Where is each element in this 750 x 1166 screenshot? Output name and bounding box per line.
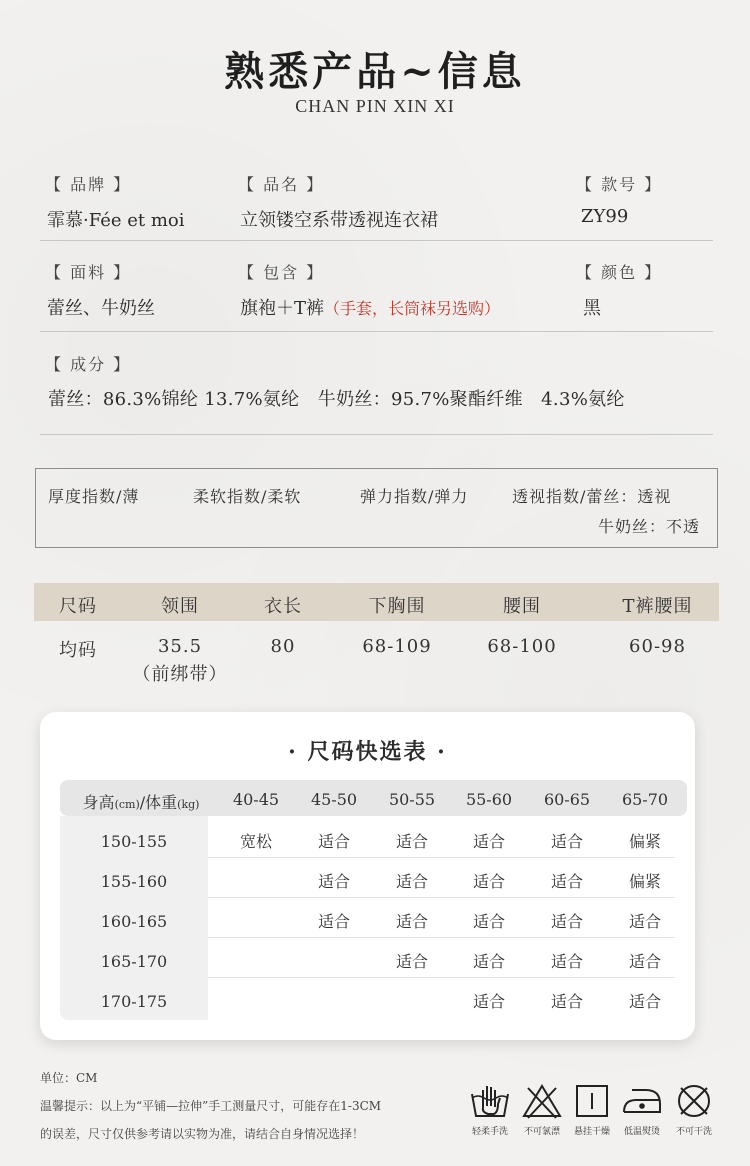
thickness-index: 厚度指数/薄 [48,487,140,506]
height-row-label: 160-165 [100,912,168,931]
product-name-label: 【 品名 】 [238,175,325,194]
quick-select-title: · 尺码快选表 · [288,739,447,765]
fit-cell: 适合 [317,872,350,891]
fit-cell: 适合 [628,992,661,1011]
fit-cell: 适合 [472,992,505,1011]
fit-cell: 适合 [395,832,428,851]
row-divider [208,897,675,898]
fit-cell: 适合 [628,912,661,931]
size-row-size: 均码 [59,640,97,661]
fit-cell: 适合 [550,832,583,851]
fit-cell: 适合 [472,872,505,891]
fit-cell: 适合 [317,912,350,931]
size-header-tpants-waist: T裤腰围 [622,596,693,617]
includes-note: （手套，长筒袜另选购） [324,299,501,318]
composition-label: 【 成分 】 [45,355,132,374]
transparency-milk-index: 牛奶丝：不透 [598,517,701,536]
no-bleach-icon [520,1082,564,1120]
fit-cell: 适合 [395,912,428,931]
page-subtitle: CHAN PIN XIN XI [295,96,455,116]
size-header-size: 尺码 [59,596,97,617]
fabric-label: 【 面料 】 [45,263,132,282]
care-label: 轻柔手洗 [471,1127,508,1137]
height-row-label: 165-170 [100,952,168,971]
softness-index: 柔软指数/柔软 [193,487,302,506]
fit-cell: 适合 [472,952,505,971]
size-row-collar-note: （前绑带） [132,664,228,685]
transparency-lace-index: 透视指数/蕾丝：透视 [512,487,672,506]
hang-dry-icon [570,1082,614,1120]
divider [40,331,713,332]
quick-select-corner [66,790,216,813]
weight-header: 60-65 [543,790,591,809]
fit-cell: 适合 [395,872,428,891]
fit-cell: 适合 [472,912,505,931]
care-label: 不可氯漂 [523,1127,560,1137]
size-header-waist: 腰围 [503,596,541,617]
brand-value: 霏慕·Fée et moi [47,210,185,231]
fit-cell: 适合 [550,872,583,891]
fit-cell: 适合 [550,952,583,971]
weight-header: 40-45 [232,790,280,809]
corner-height: 身高 [82,793,115,812]
fit-cell: 偏紧 [628,832,661,851]
fit-cell: 适合 [550,912,583,931]
size-row-underbust: 68-109 [362,636,432,657]
row-divider [208,857,675,858]
fit-cell: 适合 [317,832,350,851]
size-row-tpants-waist: 60-98 [629,636,686,657]
fit-cell: 宽松 [239,832,272,851]
includes-main: 旗袍＋T裤 [240,298,325,319]
corner-height-unit: (cm) [114,798,140,811]
product-name-value: 立领镂空系带透视连衣裙 [240,210,438,231]
care-label: 悬挂干燥 [573,1127,610,1137]
weight-header: 55-60 [465,790,513,809]
no-dry-clean-icon [672,1082,716,1120]
row-divider [208,977,675,978]
corner-weight-unit: (kg) [177,798,200,811]
divider [40,240,713,241]
care-label: 低温熨烫 [623,1127,660,1137]
low-iron-icon [620,1082,664,1120]
fit-cell: 适合 [395,952,428,971]
style-no-value: ZY99 [581,206,629,227]
color-value: 黑 [583,298,601,319]
includes-value [240,294,500,320]
height-row-label: 150-155 [100,832,168,851]
page-title: 熟悉产品~信息 [224,48,526,95]
color-label: 【 颜色 】 [576,263,663,282]
size-header-underbust: 下胸围 [368,596,426,617]
fabric-value: 蕾丝、牛奶丝 [47,298,155,319]
size-header-length: 衣长 [264,596,302,617]
hand-wash-icon [468,1082,512,1120]
weight-header: 65-70 [621,790,669,809]
fit-cell: 适合 [550,992,583,1011]
height-row-label: 155-160 [100,872,168,891]
size-row-length: 80 [270,636,296,657]
fit-cell: 适合 [628,952,661,971]
size-row-waist: 68-100 [487,636,557,657]
divider [40,434,713,435]
fit-cell: 适合 [472,832,505,851]
weight-header: 50-55 [388,790,436,809]
brand-label: 【 品牌 】 [45,175,132,194]
height-row-label: 170-175 [100,992,168,1011]
row-divider [208,937,675,938]
tip-line-1: 温馨提示：以上为“平铺—拉伸”手工测量尺寸，可能存在1-3CM [40,1099,382,1113]
includes-label: 【 包含 】 [238,263,325,282]
care-label: 不可干洗 [675,1127,712,1137]
unit-note: 单位：CM [40,1071,98,1085]
size-header-collar: 领围 [161,596,199,617]
size-row-collar: 35.5 [157,636,203,657]
elasticity-index: 弹力指数/弹力 [360,487,469,506]
weight-header: 45-50 [310,790,358,809]
corner-weight: /体重 [139,793,178,812]
tip-line-2: 的误差，尺寸仅供参考请以实物为准，请结合自身情况选择！ [40,1127,365,1141]
composition-value: 蕾丝：86.3%锦纶 13.7%氨纶 牛奶丝：95.7%聚酯纤维 4.3%氨纶 [48,389,625,410]
fit-cell: 偏紧 [628,872,661,891]
style-no-label: 【 款号 】 [576,175,663,194]
